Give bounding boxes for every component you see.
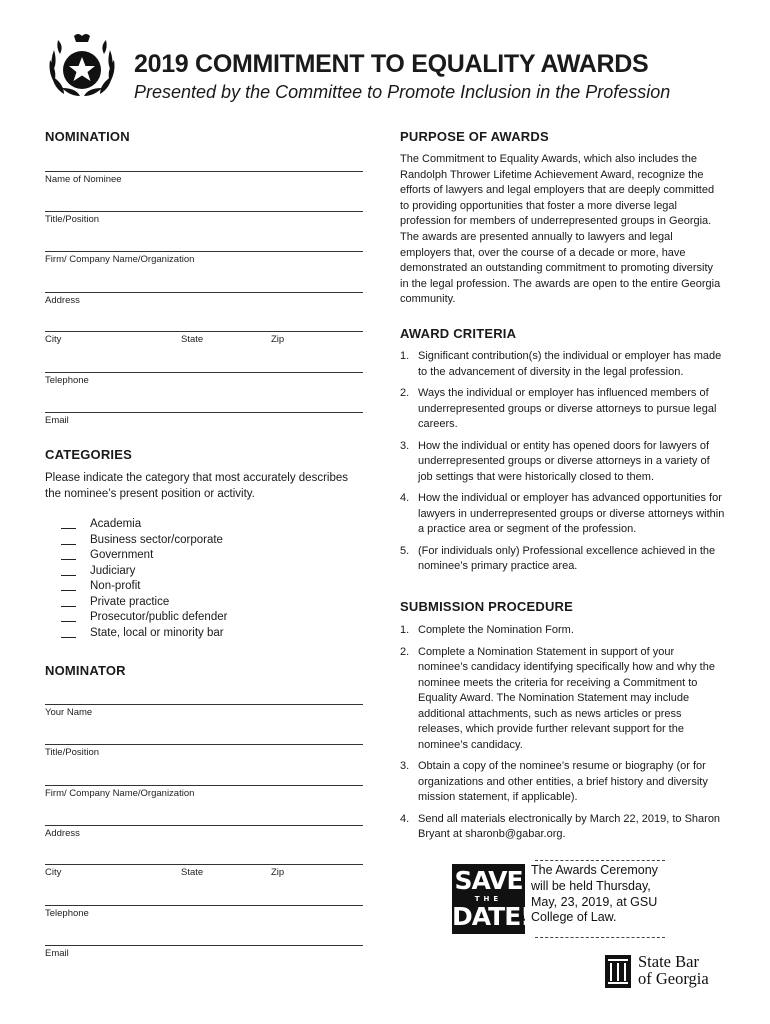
nominator-title-label: Title/Position bbox=[45, 747, 100, 758]
nominator-email-label: Email bbox=[45, 948, 69, 959]
nominator-heading: NOMINATOR bbox=[45, 663, 126, 678]
purpose-heading: PURPOSE OF AWARDS bbox=[400, 129, 549, 144]
criteria-item: 5. (For individuals only) Professional excellence achieved in the nominee’s primary practice area. bbox=[400, 544, 716, 572]
criteria-item: 1. Significant contribution(s) the individual or employer has made to the advancement of diversity in the legal profession. bbox=[400, 350, 722, 378]
nominator-email-field[interactable] bbox=[45, 945, 363, 960]
save-the-date-badge bbox=[452, 864, 531, 934]
nominee-name-field[interactable] bbox=[45, 171, 363, 186]
page-title: 2019 COMMITMENT TO EQUALITY AWARDS bbox=[134, 50, 649, 78]
nominator-city-label: City bbox=[45, 867, 62, 878]
nominee-state-label: State bbox=[181, 334, 204, 345]
category-checkbox-blank[interactable] bbox=[61, 544, 76, 545]
category-item[interactable]: Non-profit bbox=[61, 579, 361, 595]
nominee-name-label: Name of Nominee bbox=[45, 174, 122, 185]
nominator-telephone-field[interactable] bbox=[45, 905, 363, 920]
date-word: DATE! bbox=[452, 902, 531, 931]
purpose-text: The Commitment to Equality Awards, which also includes the Randolph Thrower Lifetime Achievement Award, recognize the efforts of lawyers and legal employers that are deeply committed to providing opportunities that foster a more diverse legal profession for members of underrepresented groups in Georgia. The awards are presented annually to lawyers and legal employers that, over the course of a decade or more, have demonstrated an outstanding commitment to promoting diversity in the legal profession. The awards are open to the entire Georgia community. bbox=[400, 153, 721, 306]
nominator-address-label: Address bbox=[45, 828, 80, 839]
nomination-heading: NOMINATION bbox=[45, 129, 130, 144]
category-item[interactable]: Academia bbox=[61, 517, 361, 533]
nominator-name-label: Your Name bbox=[45, 707, 93, 718]
category-list bbox=[61, 517, 361, 641]
nominee-email-field[interactable] bbox=[45, 412, 363, 427]
criteria-item: 4. How the individual or employer has advanced opportunities for lawyers in underrepresented groups or diverse attorneys within a practice area or segment of the profession. bbox=[400, 492, 725, 535]
nominator-telephone-label: Telephone bbox=[45, 908, 89, 919]
submission-item: 1. Complete the Nomination Form. bbox=[400, 624, 574, 636]
category-item[interactable]: Prosecutor/public defender bbox=[61, 610, 361, 626]
dashed-divider-bottom bbox=[535, 937, 665, 938]
category-item[interactable]: State, local or minority bar bbox=[61, 626, 361, 642]
category-checkbox-blank[interactable] bbox=[61, 559, 76, 560]
nominator-firm-label: Firm/ Company Name/Organization bbox=[45, 788, 195, 799]
category-checkbox-blank[interactable] bbox=[61, 637, 76, 638]
categories-instructions: Please indicate the category that most accurately describes the nominee’s present position or activity. bbox=[45, 472, 348, 500]
category-checkbox-blank[interactable] bbox=[61, 606, 76, 607]
submission-item: 3. Obtain a copy of the nominee’s resume or biography (or for organizations and other entities, a brief history and diversity mission statement, if applicable). bbox=[400, 760, 708, 803]
nominee-telephone-field[interactable] bbox=[45, 372, 363, 387]
category-item[interactable]: Judiciary bbox=[61, 564, 361, 580]
nominee-city-state-zip-field[interactable] bbox=[45, 331, 363, 346]
category-item[interactable]: Government bbox=[61, 548, 361, 564]
nominee-city-label: City bbox=[45, 334, 62, 345]
criteria-item: 2. Ways the individual or employer has influenced members of underrepresented groups or diverse attorneys to pursue legal careers. bbox=[400, 387, 717, 430]
nominee-email-label: Email bbox=[45, 415, 69, 426]
page-subtitle: Presented by the Committee to Promote Inclusion in the Profession bbox=[134, 82, 671, 102]
nominee-firm-label: Firm/ Company Name/Organization bbox=[45, 254, 195, 265]
save-word: SAVE bbox=[454, 866, 523, 895]
submission-item: 2. Complete a Nomination Statement in support of your nominee’s candidacy identifying specifically how and why the nominee meets the criteria for receiving a Commitment to Equality Award. The Nomination Statement may include additional attachments, such as news articles or press releases, which provide further relevant support for the nominee’s candidacy. bbox=[400, 645, 715, 751]
category-checkbox-blank[interactable] bbox=[61, 590, 76, 591]
nominator-zip-label: Zip bbox=[271, 867, 285, 878]
dashed-divider-top bbox=[535, 860, 665, 861]
category-checkbox-blank[interactable] bbox=[61, 575, 76, 576]
nominator-address-field[interactable] bbox=[45, 825, 363, 840]
ceremony-notice: The Awards Ceremony will be held Thursday, May, 23, 2019, at GSU College of Law. bbox=[531, 863, 658, 925]
nominee-address-label: Address bbox=[45, 295, 80, 306]
state-bar-name: State Bar of Georgia bbox=[638, 952, 709, 988]
laurel-star-logo bbox=[44, 30, 120, 106]
criteria-item: 3. How the individual or entity has opened doors for lawyers of underrepresented groups or diverse attorneys in a variety of job settings that were historically closed to them. bbox=[400, 439, 710, 483]
the-word: THE bbox=[474, 895, 503, 903]
criteria-heading: AWARD CRITERIA bbox=[400, 326, 517, 341]
category-checkbox-blank[interactable] bbox=[61, 528, 76, 529]
category-item[interactable]: Private practice bbox=[61, 595, 361, 611]
nominee-telephone-label: Telephone bbox=[45, 375, 89, 386]
nominator-name-field[interactable] bbox=[45, 704, 363, 719]
categories-heading: CATEGORIES bbox=[45, 447, 132, 462]
submission-heading: SUBMISSION PROCEDURE bbox=[400, 599, 574, 614]
criteria-list bbox=[400, 349, 726, 575]
submission-item: 4. Send all materials electronically by March 22, 2019, to Sharon Bryant at sharonb@gabar.org. bbox=[400, 812, 721, 840]
nominee-title-label: Title/Position bbox=[45, 214, 100, 225]
submission-list bbox=[400, 623, 726, 843]
nominator-firm-field[interactable] bbox=[45, 785, 363, 800]
category-item[interactable]: Business sector/corporate bbox=[61, 533, 361, 549]
nominator-state-label: State bbox=[181, 867, 204, 878]
nominee-address-field[interactable] bbox=[45, 292, 363, 307]
category-checkbox-blank[interactable] bbox=[61, 621, 76, 622]
nominee-title-field[interactable] bbox=[45, 211, 363, 226]
nominee-zip-label: Zip bbox=[271, 334, 285, 345]
state-bar-column-icon bbox=[605, 955, 631, 988]
nominator-title-field[interactable] bbox=[45, 744, 363, 759]
nominee-firm-field[interactable] bbox=[45, 251, 363, 266]
nominator-city-state-zip-field[interactable] bbox=[45, 864, 363, 879]
